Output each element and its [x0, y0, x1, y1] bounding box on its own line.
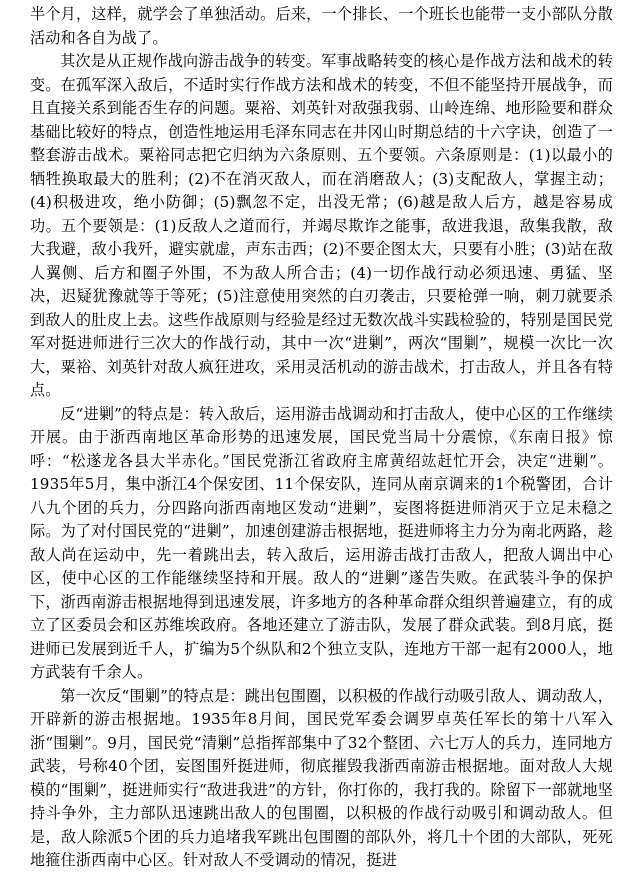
paragraph-4: 第一次反“围剿”的特点是：跳出包围圈，以积极的作战行动吸引敌人、调动敌人，开辟新的游击根据地。1935年8月间，国民党军委会调罗卓英任军长的第十八军入浙“围剿”。9月，国民党“清剿”总指挥部集中了32个整团、六七万人的兵力，连同地方武装，号称40个团，妄图围歼挺进师，彻底摧毁我浙西南游击根据地。面对敌人大规模的“围剿”，挺进师实行“敌进我进”的方针，你打你的，我打我的。除留下一部就地坚持斗争外，主力部队迅速跳出敌人的包围圈，以积极的作战行动吸引和调动敌人。但是，敌人除派5个团的兵力追堵我军跳出包围圈的部队外，将几十个团的大部队，死死地箍住浙西南中心区。针对敌人不受调动的情况，挺进 — [30, 686, 613, 869]
paragraph-1: 半个月，这样，就学会了单独活动。后来，一个排长、一个班长也能带一支小部队分散活动和各自为战了。 — [30, 5, 613, 47]
paragraph-3: 反“进剿”的特点是：转入敌后，运用游击战调动和打击敌人，使中心区的工作继续开展。由于浙西南地区革命形势的迅速发展，国民党当局十分震惊，《东南日报》惊呼：“松遂龙各县大半赤化。”国民党浙江省政府主席黄绍竑赶忙开会，决定“进剿”。1935年5月，集中浙江4个保安团、11个保安队，连同从南京调来的1个税警团，合计八九个团的兵力，分四路向浙西南地区发动“进剿”，妄图将挺进师消灭于立足未稳之际。为了对付国民党的“进剿”，加速创建游击根据地，挺进师将主力分为南北两路，趁敌人尚在运动中，先一着跳出去，转入敌后，运用游击战打击敌人，把敌人调出中心区，使中心区的工作能继续坚持和开展。敌人的“进剿”遂告失败。在武装斗争的保护下，浙西南游击根据地得到迅速发展，许多地方的各种革命群众组织普遍建立，有的成立了区委员会和区苏维埃政府。各地还建立了游击队，发展了群众武装。到8月底，挺进师已发展到近千人，扩编为5个纵队和2个独立支队，连地方干部一起有2000人，地方武装有千余人。 — [30, 404, 613, 681]
paragraph-2: 其次是从正规作战向游击战争的转变。军事战略转变的核心是作战方法和战术的转变。在孤军深入敌后，不适时实行作战方法和战术的转变，不但不能坚持开展战争，而且直接关系到能否生存的问题。粟裕、刘英针对敌强我弱、山岭连绵、地形险要和群众基础比较好的特点，创造性地运用毛泽东同志在井冈山时期总结的十六字诀，创造了一整套游击战术。粟裕同志把它归纳为六条原则、五个要领。六条原则是：(1)以最小的牺牲换取最大的胜利；(2)不在消灭敌人，而在消磨敌人；(3)支配敌人，掌握主动；(4)积极进攻，绝小防御；(5)飘忽不定，出没无常；(6)越是敌人后方，越是容易成功。五个要领是：(1)反敌人之道而行，并竭尽欺诈之能事，敌进我退，敌集我散，敌大我避，敌小我歼，避实就虚，声东击西；(2)不要企图太大，只要有小胜；(3)站在敌人翼侧、后方和圈子外围，不为敌人所合击；(4)一切作战行动必须迅速、勇猛、坚决，迟疑犹豫就等于等死；(5)注意使用突然的白刃袭击，只要枪弹一响，刺刀就要杀到敌人的肚皮上去。这些作战原则与经验是经过无数次战斗实践检验的，特别是国民党军对挺进师进行三次大的作战行动，其中一次“进剿”，两次“围剿”，规模一次比一次大，粟裕、刘英针对敌人疯狂进攻，采用灵活机动的游击战术，打击敌人，并且各有特点。 — [30, 52, 613, 399]
